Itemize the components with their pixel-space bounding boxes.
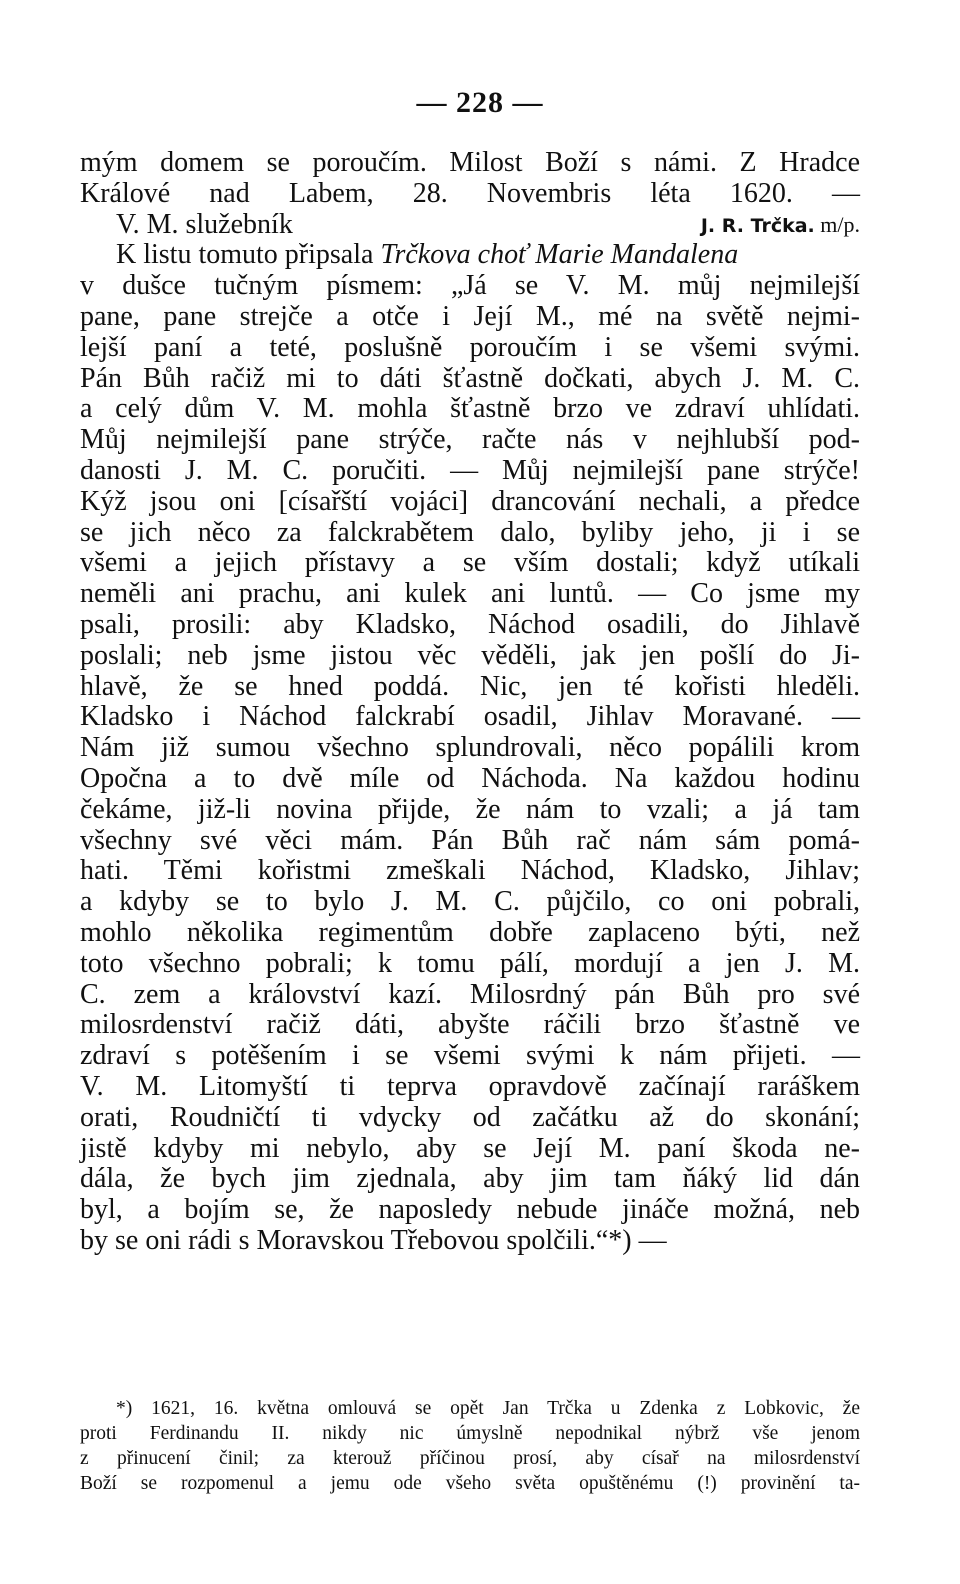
text-line: Kladsko i Náchod falckrabí osadil, Jihlav Moravané. — — [80, 701, 860, 733]
text-line: a kdyby se to bylo J. M. C. půjčilo, co oni pobrali, — [80, 886, 860, 918]
text-line-start: K listu tomuto připsala Trčkova choť Marie Mandalena — [116, 239, 739, 271]
text-line: danosti J. M. C. poručiti. — Můj nejmilejší pane strýče! — [80, 454, 860, 486]
text-line: se jich něco za falckrabětem dalo, byliby jeho, ji i se — [80, 516, 860, 548]
signature-line — [80, 210, 860, 241]
text-line: jistě kdyby mi nebylo, aby se Její M. paní škoda ne- — [80, 1132, 860, 1164]
text-line: Nám již sumou všechno splundrovali, něco popálili krom — [80, 732, 860, 764]
text-line: byl, a bojím se, že naposledy nebude jináče možná, neb — [80, 1194, 860, 1226]
text-line: toto všechno pobrali; k tomu pálí, mordují a jen J. M. — [80, 947, 860, 979]
text-line: zdraví s potěšením i se všemi svými k nám přijeti. — — [80, 1040, 860, 1072]
text-line: Kýž jsou oni [císařští vojáci] drancování nechali, a předce — [80, 485, 860, 517]
text-line: poslali; neb jsme jistou věc věděli, jak jen pošlí do Ji- — [80, 639, 860, 671]
text-line: psali, prosili: aby Kladsko, Náchod osadili, do Jihlavě — [80, 608, 860, 640]
text-line: dála, že bych jim zjednala, aby jim tam ňáký lid dán — [80, 1163, 860, 1195]
text-line: v dušce tučným písmem: „Já se V. M. můj nejmilejší — [80, 270, 860, 302]
text-line: orati, Roudničtí ti vdycky od začátku až do skonání; — [80, 1101, 860, 1133]
text-line: Králové nad Labem, 28. Novembris léta 1620. — — [80, 177, 860, 209]
text-line: lejší paní a teté, poslušně poroučím i se všemi svými. — [80, 331, 860, 363]
signature-suffix: m/p. — [820, 211, 860, 237]
text-line: Můj nejmilejší pane strýče, račte nás v nejhlubší pod- — [80, 424, 860, 456]
text-line: hlavě, že se hned poddá. Nic, jen té kořisti hleděli. — [80, 670, 860, 702]
page-number: — 228 — — [416, 86, 544, 119]
italic-name: Trčkova choť Marie Mandalena — [380, 239, 739, 271]
text-line: milosrdenství račiž dáti, abyšte ráčili brzo šťastně ve — [80, 1009, 860, 1041]
text-line: mohlo několika regimentům dobře zaplaceno býti, než — [80, 916, 860, 948]
text-line: neměli ani prachu, ani kulek ani luntů. — Co jsme my — [80, 578, 860, 610]
text-line: V. M. Litomyští ti teprva opravdově začínají raráškem — [80, 1070, 860, 1102]
footnote-line: Boží se rozpomenul a jemu ode všeho světa opuštěnému (!) provinění ta- — [80, 1473, 860, 1494]
footnote-line: *) 1621, 16. května omlouvá se opět Jan Trčka u Zdenka z Lobkovic, že — [116, 1398, 860, 1419]
text-line: Pán Bůh račiž mi to dáti šťastně dočkati, abych J. M. C. — [80, 362, 860, 394]
text-line: čekáme, již-li novina přijde, že nám to vzali; a já tam — [80, 793, 860, 825]
text-line: by se oni rádi s Moravskou Třebovou spolčili.“*) — — [80, 1224, 667, 1256]
text-line: všemi a jejich přístavy a se vším dostali; když utíkali — [80, 547, 860, 579]
text-line — [80, 240, 860, 271]
text-line: C. zem a království kazí. Milosrdný pán Bůh pro své — [80, 978, 860, 1010]
text-line: všechny své věci mám. Pán Bůh rač nám sám pomá- — [80, 824, 860, 856]
main-text — [80, 148, 860, 1257]
signature-name: J. R. Trčka. — [700, 214, 815, 237]
text-line: pane, pane strejče a otče i Její M., mé na světě nejmi- — [80, 300, 860, 332]
text-line: hati. Těmi kořistmi zmeškali Náchod, Kladsko, Jihlav; — [80, 855, 860, 887]
text-line: V. M. služebník — [116, 208, 293, 240]
footnote-line: z přinucení činil; za kterouž příčinou prosí, aby císař na milosrdenství — [80, 1448, 860, 1469]
text-line: a celý dům V. M. mohla šťastně brzo ve zdraví uhlídati. — [80, 393, 860, 425]
text-line: mým domem se poroučím. Milost Boží s námi. Z Hradce — [80, 147, 860, 178]
footnote — [80, 1396, 860, 1496]
text-line: Opočna a to dvě míle od Náchoda. Na každou hodinu — [80, 762, 860, 794]
signature — [701, 210, 860, 242]
footnote-line: proti Ferdinandu II. nikdy nic úmyslně nepodnikal nýbrž vše jenom — [80, 1423, 860, 1444]
